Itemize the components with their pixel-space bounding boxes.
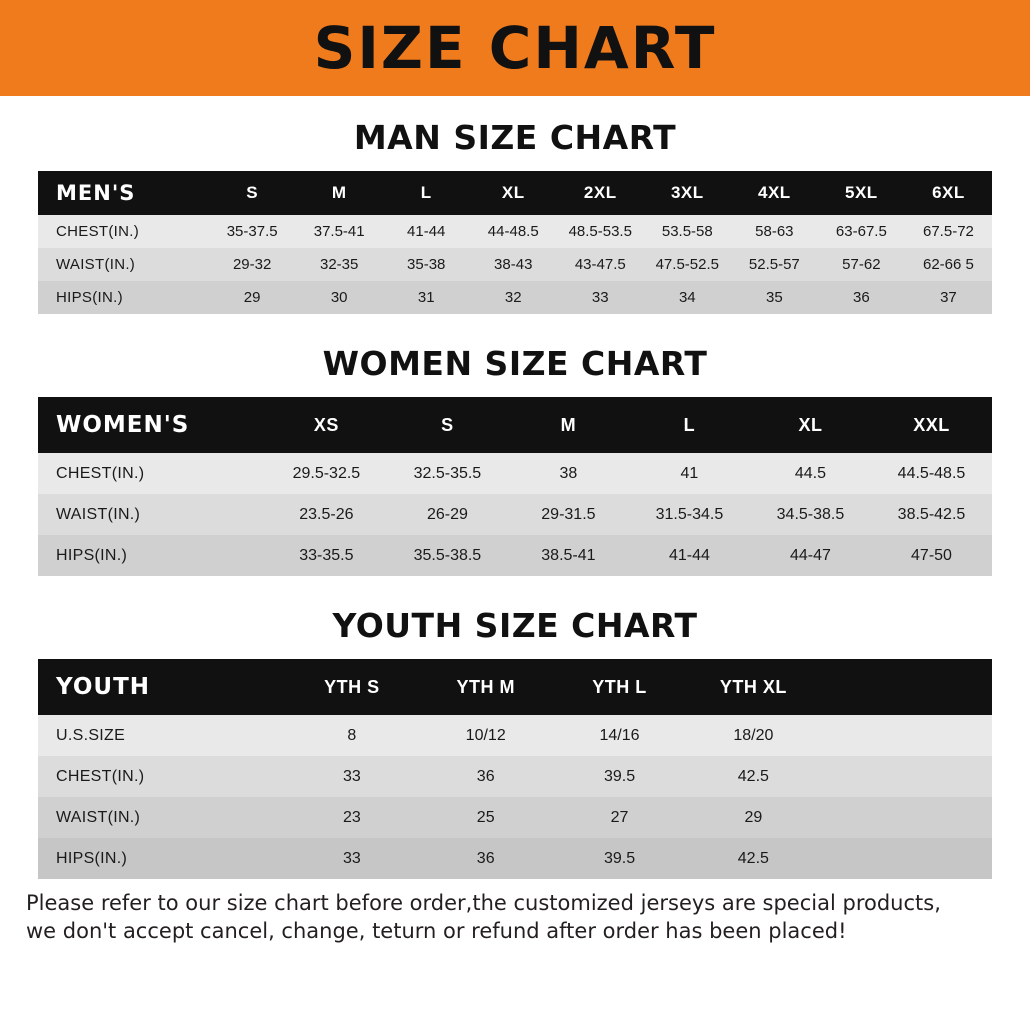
cell: 44.5-48.5 <box>897 464 966 482</box>
row-label: HIPS(IN.) <box>56 546 128 564</box>
cell: 63-67.5 <box>835 223 887 240</box>
cell: 67.5-72 <box>923 223 974 240</box>
youth-table-wrap <box>0 659 1030 879</box>
cell: 36 <box>853 289 870 306</box>
cell: 25 <box>476 808 495 826</box>
cell: 39.5 <box>603 849 636 867</box>
cell: 58-63 <box>755 223 794 240</box>
cell: 52.5-57 <box>748 256 800 273</box>
spacer-cell <box>820 756 992 797</box>
spacer <box>0 157 1030 171</box>
cell: 35-38 <box>407 256 446 273</box>
column-header: 3XL <box>670 183 704 202</box>
header-rowlabel: MEN'S <box>56 181 136 205</box>
table-row <box>38 838 992 879</box>
row-label: U.S.SIZE <box>56 726 126 744</box>
cell: 14/16 <box>599 726 640 744</box>
women-size-table <box>38 397 992 576</box>
cell: 37 <box>940 289 957 306</box>
section-heading-women: WOMEN SIZE CHART <box>322 344 708 383</box>
table-row <box>38 281 992 314</box>
column-header: M <box>560 414 577 435</box>
footer-note <box>0 879 1030 946</box>
column-header: 2XL <box>583 183 617 202</box>
cell: 33 <box>342 767 361 785</box>
page-title: SIZE CHART <box>313 14 717 82</box>
row-label: WAIST(IN.) <box>56 505 141 523</box>
row-label: CHEST(IN.) <box>56 223 139 240</box>
cell: 35.5-38.5 <box>413 546 482 564</box>
cell: 29.5-32.5 <box>292 464 361 482</box>
cell: 38 <box>559 464 578 482</box>
table-header-row <box>38 397 992 453</box>
cell: 41-44 <box>407 223 446 240</box>
table-row <box>38 494 992 535</box>
cell: 29 <box>243 289 261 306</box>
cell: 53.5-58 <box>661 223 713 240</box>
cell: 34 <box>678 289 696 306</box>
section-heading-men: MAN SIZE CHART <box>353 118 677 157</box>
header-rowlabel: YOUTH <box>56 674 151 700</box>
cell: 10/12 <box>465 726 506 744</box>
table-row <box>38 215 992 248</box>
spacer <box>0 383 1030 397</box>
cell: 37.5-41 <box>313 223 365 240</box>
cell: 30 <box>330 289 348 306</box>
spacer <box>0 645 1030 659</box>
cell: 29 <box>744 808 763 826</box>
spacer <box>0 576 1030 606</box>
table-row <box>38 715 992 756</box>
column-header: L <box>420 183 432 202</box>
men-size-table <box>38 171 992 314</box>
column-header: YTH L <box>592 676 647 697</box>
cell: 38.5-41 <box>541 546 596 564</box>
cell: 47.5-52.5 <box>655 256 719 273</box>
cell: 35 <box>765 289 783 306</box>
spacer-cell <box>820 797 992 838</box>
cell: 32 <box>504 289 522 306</box>
row-label: CHEST(IN.) <box>56 464 145 482</box>
column-header: XL <box>798 414 823 435</box>
cell: 33 <box>342 849 361 867</box>
column-header: S <box>441 414 454 435</box>
cell: 31.5-34.5 <box>655 505 724 523</box>
table-row <box>38 248 992 281</box>
cell: 38.5-42.5 <box>897 505 966 523</box>
cell: 33-35.5 <box>299 546 354 564</box>
cell: 31 <box>417 289 435 306</box>
cell: 32-35 <box>319 256 359 273</box>
row-label: WAIST(IN.) <box>56 256 136 273</box>
men-table-wrap <box>0 171 1030 314</box>
cell: 8 <box>347 726 357 744</box>
cell: 32.5-35.5 <box>413 464 482 482</box>
cell: 44-47 <box>789 546 831 564</box>
cell: 42.5 <box>737 849 769 867</box>
footer-line-2: we don't accept cancel, change, teturn or refund after order has been placed! <box>26 919 847 944</box>
column-header: XXL <box>913 414 950 435</box>
column-header: 5XL <box>845 183 878 202</box>
cell: 44-48.5 <box>487 223 539 240</box>
table-header-row <box>38 659 992 715</box>
row-label: WAIST(IN.) <box>56 808 141 826</box>
cell: 43-47.5 <box>574 256 626 273</box>
cell: 38-43 <box>494 256 533 273</box>
cell: 18/20 <box>733 726 774 744</box>
cell: 34.5-38.5 <box>776 505 845 523</box>
cell: 27 <box>610 808 629 826</box>
column-header: 4XL <box>757 183 791 202</box>
spacer <box>0 314 1030 344</box>
column-header: 6XL <box>932 183 965 202</box>
cell: 42.5 <box>737 767 769 785</box>
cell: 26-29 <box>426 505 468 523</box>
cell: 33 <box>591 289 609 306</box>
youth-size-table <box>38 659 992 879</box>
cell: 23 <box>342 808 361 826</box>
cell: 44.5 <box>794 464 827 482</box>
cell: 36 <box>476 767 495 785</box>
table-row <box>38 756 992 797</box>
row-label: CHEST(IN.) <box>56 767 145 785</box>
cell: 47-50 <box>911 546 952 564</box>
table-header-row <box>38 171 992 215</box>
column-header: L <box>683 414 696 435</box>
cell: 57-62 <box>842 256 881 273</box>
spacer-cell <box>820 715 992 756</box>
row-label: HIPS(IN.) <box>56 289 123 306</box>
cell: 41 <box>680 464 699 482</box>
cell: 41-44 <box>668 546 710 564</box>
column-header: XL <box>501 183 525 202</box>
footer-line-1: Please refer to our size chart before order,the customized jerseys are special products, <box>26 891 941 915</box>
column-header: S <box>246 183 259 202</box>
cell: 23.5-26 <box>299 505 354 523</box>
table-row <box>38 797 992 838</box>
column-header: YTH XL <box>719 676 787 697</box>
cell: 29-32 <box>232 256 272 273</box>
cell: 62-66 5 <box>923 256 974 273</box>
table-row <box>38 453 992 494</box>
column-header: M <box>331 183 347 202</box>
cell: 48.5-53.5 <box>568 223 632 240</box>
cell: 39.5 <box>603 767 636 785</box>
header-rowlabel: WOMEN'S <box>56 412 190 438</box>
section-heading-youth: YOUTH SIZE CHART <box>332 606 698 645</box>
cell: 36 <box>476 849 495 867</box>
spacer-column <box>820 659 992 715</box>
spacer <box>0 96 1030 118</box>
page-banner <box>0 0 1030 96</box>
cell: 35-37.5 <box>226 223 278 240</box>
column-header: YTH M <box>456 676 515 697</box>
table-row <box>38 535 992 576</box>
women-table-wrap <box>0 397 1030 576</box>
row-label: HIPS(IN.) <box>56 849 128 867</box>
spacer-cell <box>820 838 992 879</box>
column-header: YTH S <box>324 676 380 697</box>
cell: 29-31.5 <box>541 505 596 523</box>
column-header: XS <box>313 414 339 435</box>
